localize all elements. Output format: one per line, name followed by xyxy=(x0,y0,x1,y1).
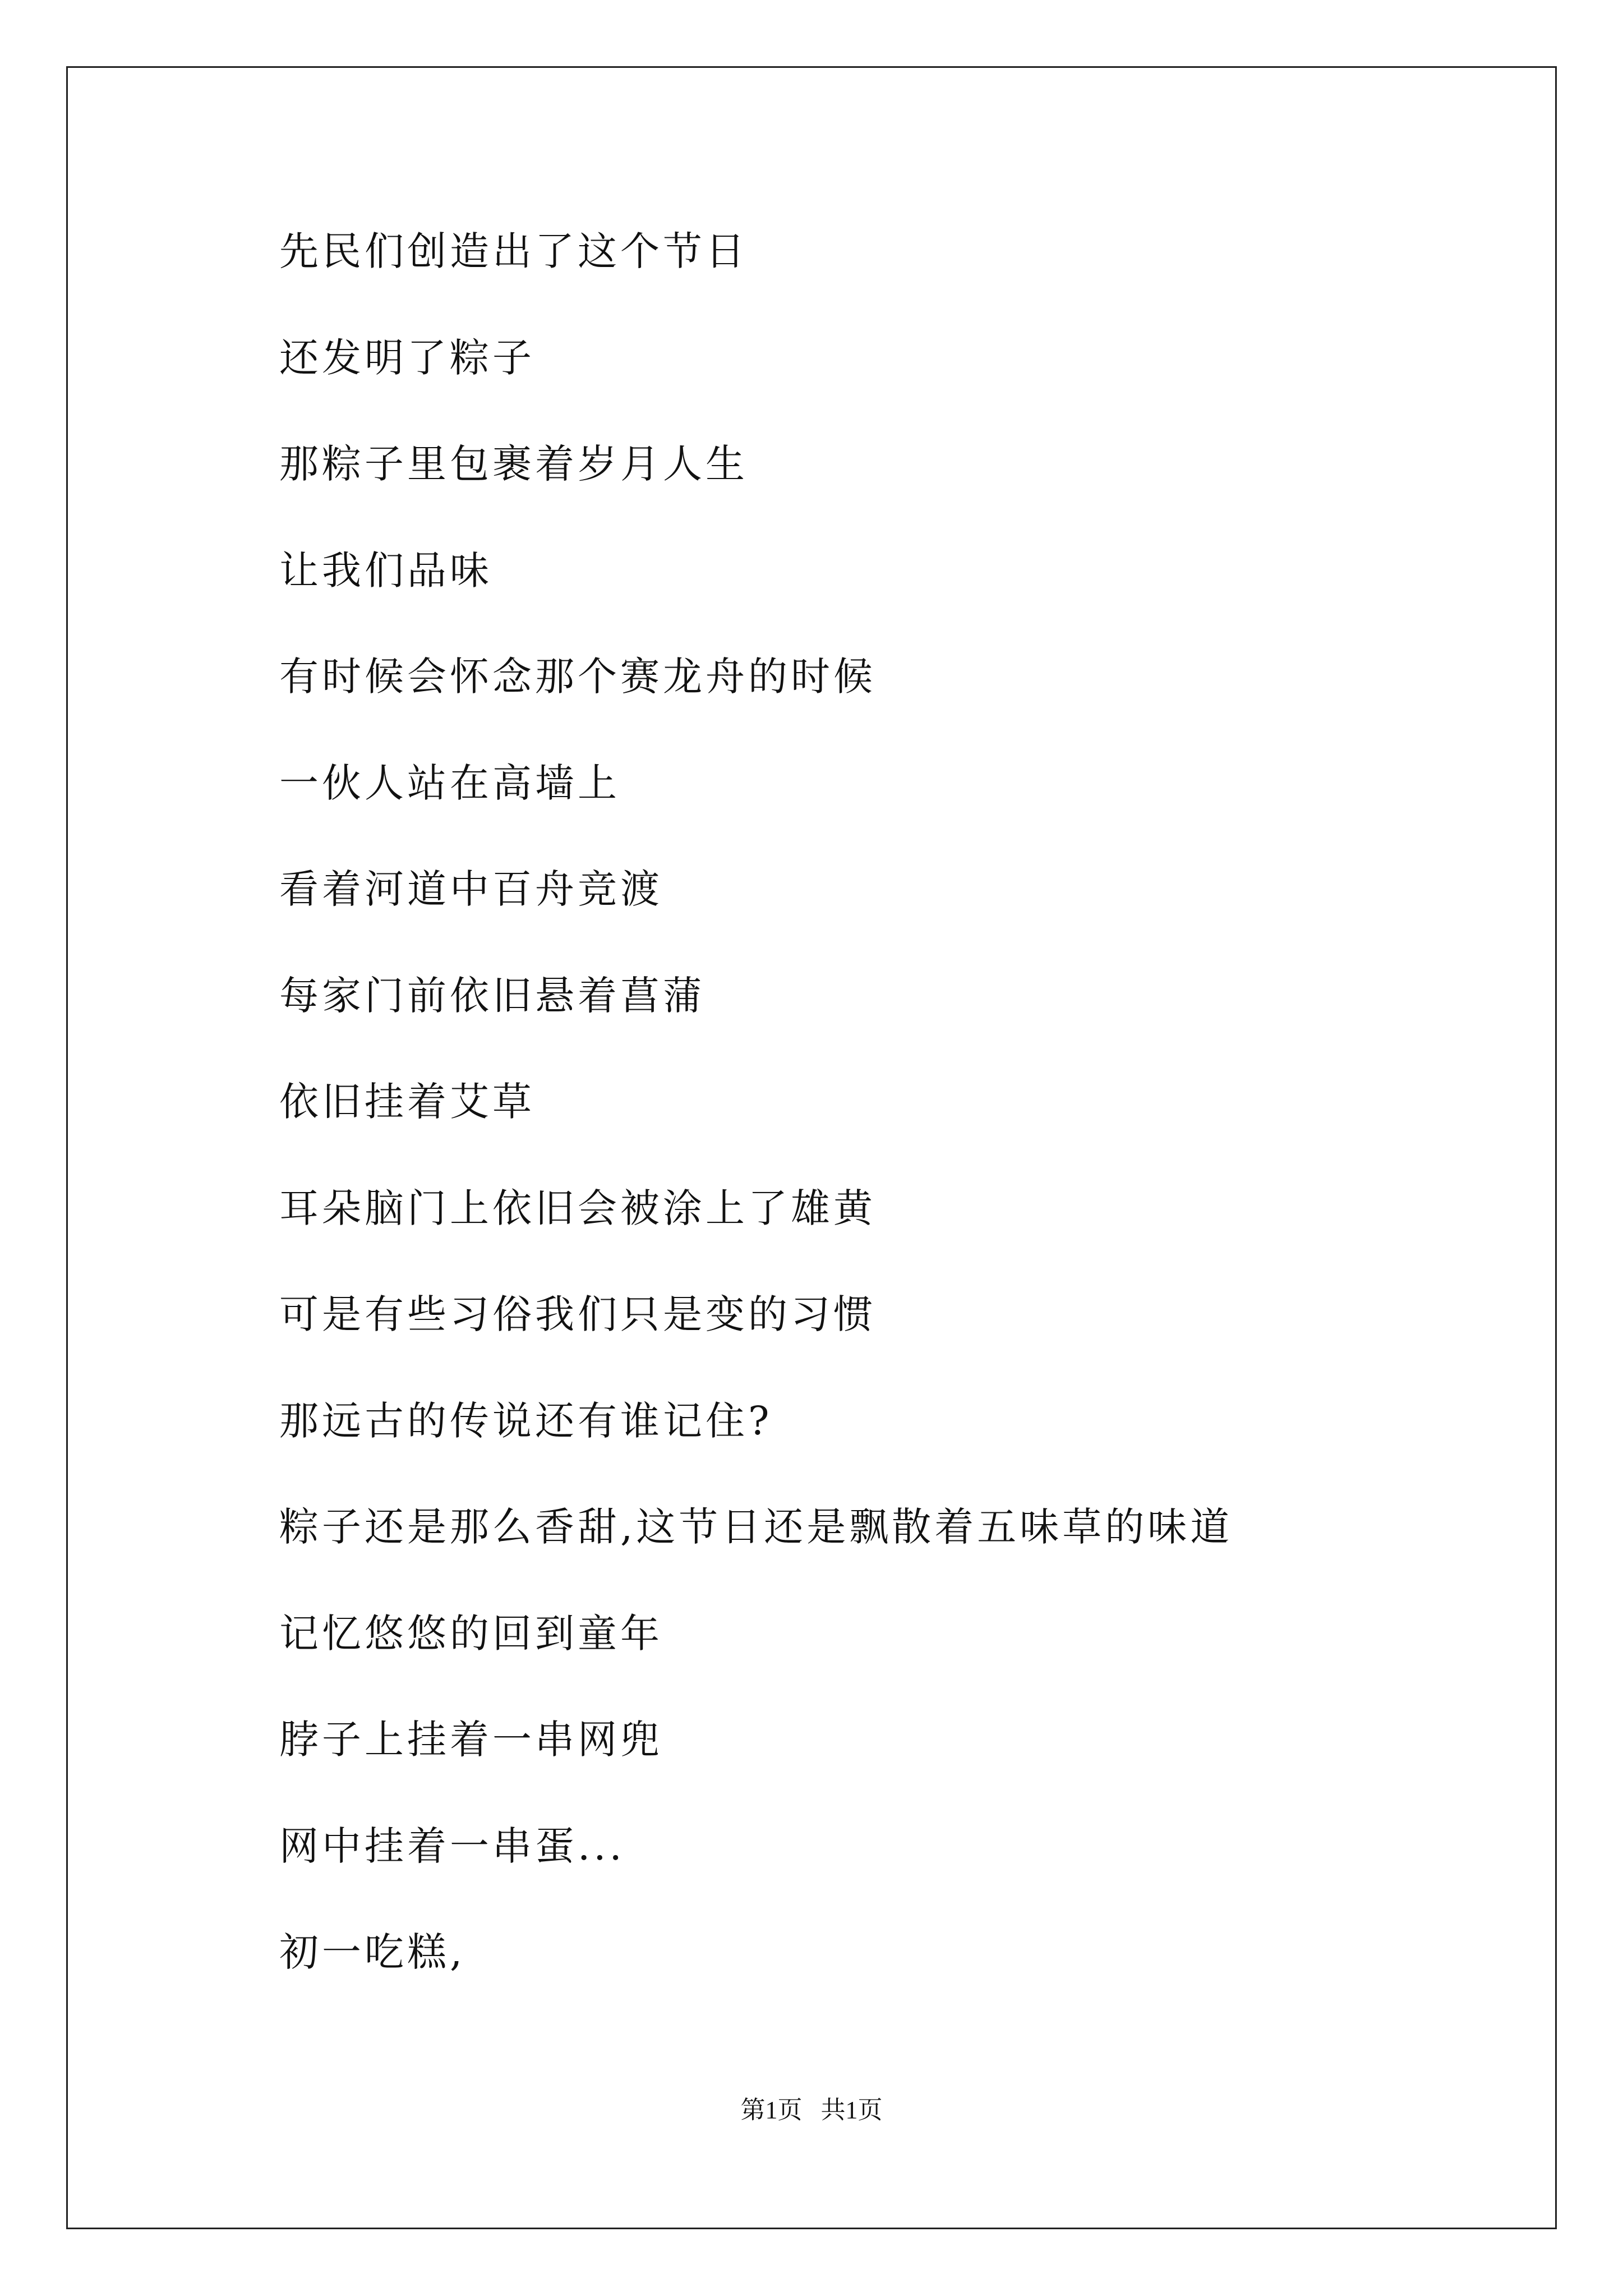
text-line: 可是有些习俗我们只是变的习惯 xyxy=(279,1291,876,1337)
text-line: 每家门前依旧悬着菖蒲 xyxy=(279,972,706,1019)
text-line: 记忆悠悠的回到童年 xyxy=(279,1610,663,1657)
text-line: 脖子上挂着一串网兜 xyxy=(279,1717,663,1763)
text-line: 耳朵脑门上依旧会被涂上了雄黄 xyxy=(279,1185,876,1231)
text-line: 粽子还是那么香甜,这节日还是飘散着五味草的味道 xyxy=(279,1504,1233,1550)
text-line: 让我们品味 xyxy=(279,547,492,593)
text-line: 那粽子里包裹着岁月人生 xyxy=(279,441,748,487)
text-line: 一伙人站在高墙上 xyxy=(279,760,620,806)
document-body xyxy=(279,223,1513,2031)
text-line: 初一吃糕, xyxy=(279,1929,466,1975)
text-line: 看着河道中百舟竞渡 xyxy=(279,866,663,912)
text-line: 那远古的传说还有谁记住? xyxy=(279,1397,773,1444)
text-line: 依旧挂着艾草 xyxy=(279,1079,535,1125)
text-line: 有时候会怀念那个赛龙舟的时候 xyxy=(279,654,876,700)
text-line: 网中挂着一串蛋... xyxy=(279,1823,625,1869)
text-line: 还发明了粽子 xyxy=(279,334,535,381)
page-footer: 第1页 共1页 xyxy=(740,2096,883,2124)
text-line: 先民们创造出了这个节日 xyxy=(279,228,748,274)
